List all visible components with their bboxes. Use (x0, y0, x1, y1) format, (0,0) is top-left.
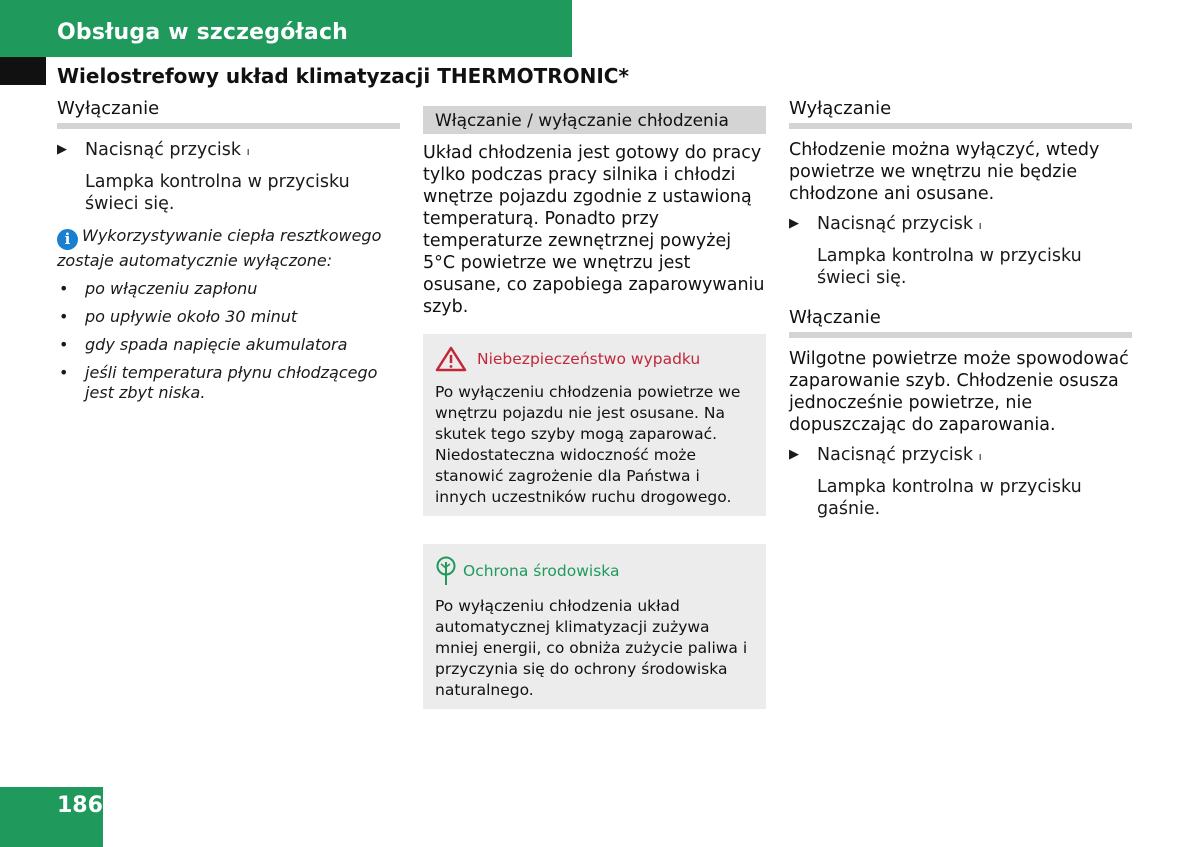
warning-box (423, 334, 766, 516)
step-press-button (789, 213, 1132, 237)
heading-on: Włączanie (789, 307, 1132, 338)
button-glyph: ı (978, 219, 982, 232)
environment-text: Po wyłączeniu chłodzenia układ automatycznej klimatyzacji zużywa mniej energii, co obniża zużycie paliwa i przyczynia się do ochrony środowiska naturalnego. (435, 597, 748, 699)
arrow-icon: ▶ (57, 142, 67, 157)
step-press-button (789, 444, 1132, 468)
column-middle (423, 98, 766, 709)
button-glyph: ı (978, 450, 982, 463)
warning-title: Niebezpieczeństwo wypadku (477, 350, 701, 368)
step-text: Nacisnąć przycisk (85, 140, 241, 160)
step-press-button (57, 139, 400, 163)
environment-title: Ochrona środowiska (463, 562, 620, 580)
button-glyph: ı (246, 145, 250, 158)
heading-cooling-toggle: Włączanie / wyłączanie chłodzenia (423, 106, 766, 134)
info-note (57, 225, 400, 271)
cooling-description: Układ chłodzenia jest gotowy do pracy tylko podczas pracy silnika i chłodzi wnętrze pojazdu zgodnie z ustawioną temperaturą. Ponadto przy temperaturze zewnętrznej powyżej 5°C powietrze we wnętrzu jest osusane, co zapobiega zaparowywaniu szyb. (423, 143, 765, 317)
section-marker (0, 57, 46, 85)
column-left (57, 98, 400, 411)
column-right (789, 98, 1132, 530)
warning-text: Po wyłączeniu chłodzenia powietrze we wnętrzu pojazdu nie jest osusane. Na skutek tego szyby mogą zaparować. Niedostateczna widoczność może stanowić zagrożenie dla Państwa i innych uczestników ruchu drogowego. (435, 383, 741, 506)
arrow-icon: ▶ (789, 216, 799, 231)
page-number: 186 (57, 793, 103, 818)
on-description: Wilgotne powietrze może spowodować zaparowanie szyb. Chłodzenie osusza jednocześnie powietrze, nie dopuszczając do zaparowania. (789, 349, 1129, 435)
info-icon: i (57, 229, 78, 250)
step-result: Lampka kontrolna w przycisku świeci się. (817, 246, 1082, 288)
header-title: Obsługa w szczegółach (57, 20, 349, 45)
step-text: Nacisnąć przycisk (817, 445, 973, 465)
list-item: • po upływie około 30 minut (57, 307, 400, 327)
heading-off: Wyłączanie (57, 98, 400, 129)
list-item: • gdy spada napięcie akumulatora (57, 335, 400, 355)
environment-box (423, 544, 766, 709)
list-item: • po włączeniu zapłonu (57, 279, 400, 299)
heading-off: Wyłączanie (789, 98, 1132, 129)
step-text: Nacisnąć przycisk (817, 214, 973, 234)
step-result: Lampka kontrolna w przycisku świeci się. (85, 172, 350, 214)
section-title: Wielostrefowy układ klimatyzacji THERMOTRONIC* (57, 64, 629, 88)
step-result: Lampka kontrolna w przycisku gaśnie. (817, 477, 1082, 519)
arrow-icon: ▶ (789, 447, 799, 462)
condition-list (57, 279, 400, 403)
list-item: • jeśli temperatura płynu chłodzącego jest zbyt niska. (57, 363, 400, 403)
warning-triangle-icon (435, 346, 467, 372)
info-text: Wykorzystywanie ciepła resztkowego zostaje automatycznie wyłączone: (57, 226, 382, 270)
tree-icon (435, 556, 457, 586)
off-description: Chłodzenie można wyłączyć, wtedy powietrze we wnętrzu nie będzie chłodzone ani osusane. (789, 140, 1100, 204)
